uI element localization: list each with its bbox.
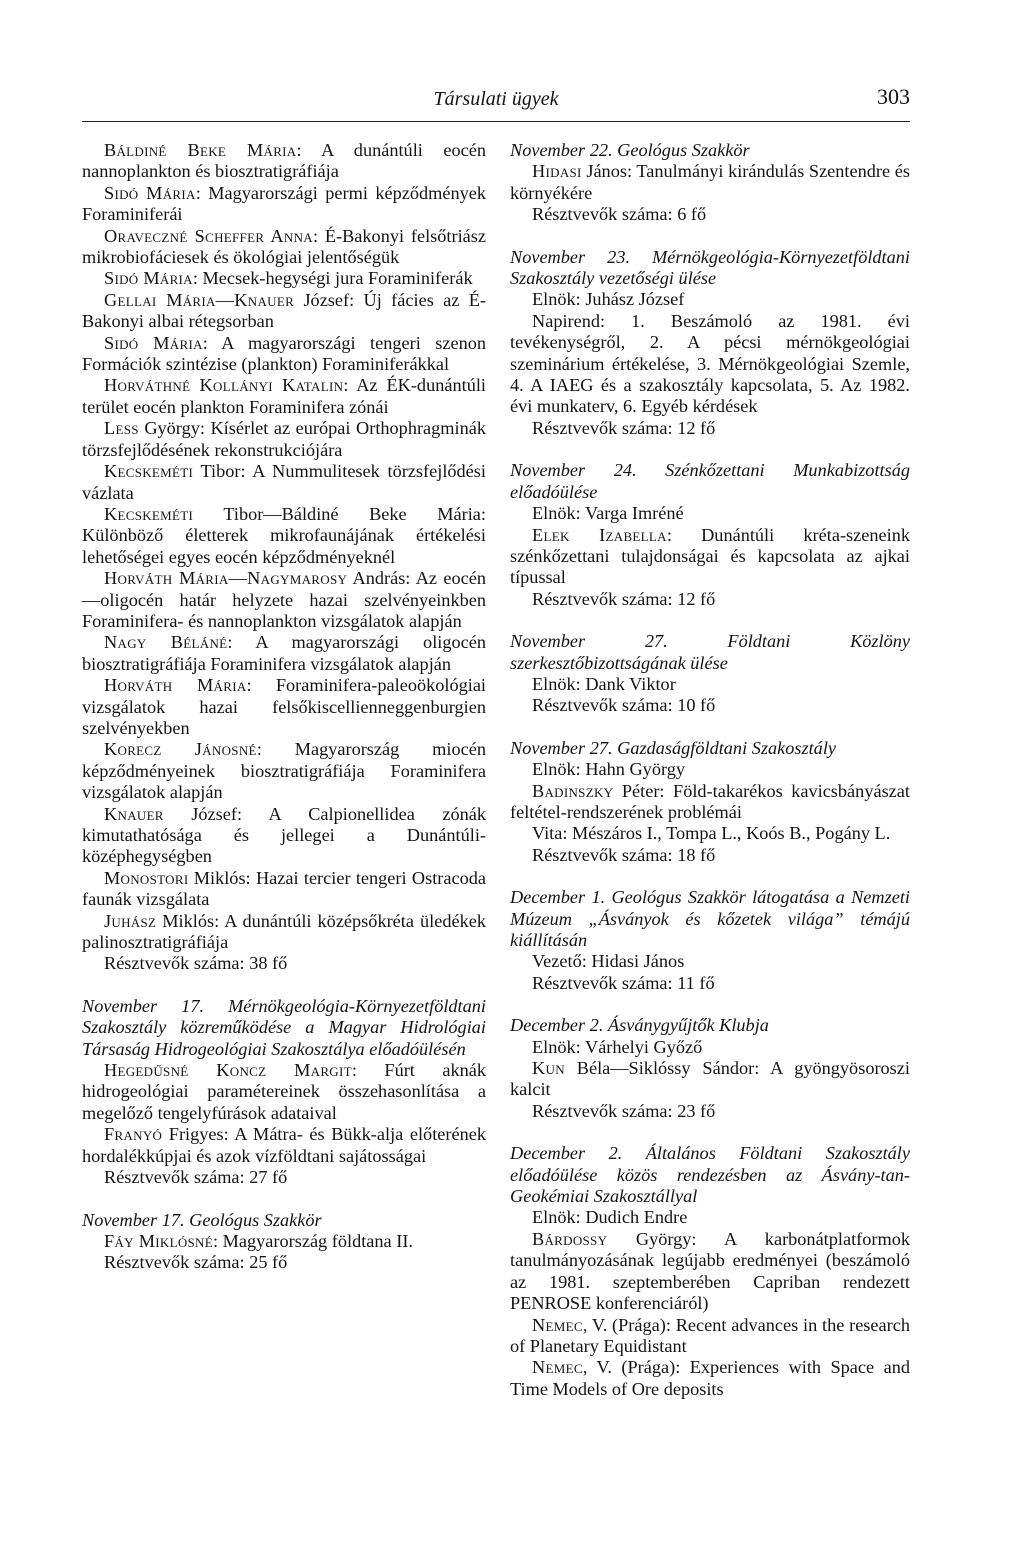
author-name: Sidó Mária [104, 182, 196, 203]
lecture-entry [82, 868, 486, 911]
author-name: Kun [532, 1058, 565, 1079]
plain-line: Résztvevők száma: 6 fő [532, 204, 707, 225]
entry-text: József: Új fácies az É-Bakonyi albai rétegsorban [82, 289, 486, 332]
entry-text: : Foraminifera-paleoökológiai vizsgálatok hazai felsőkiscellienneggenburgien szelvényekben [82, 675, 487, 738]
lecture-entry [82, 290, 486, 333]
entry-text: Elnök: Varga Imréné [532, 503, 684, 524]
plain-line: Napirend: 1. Beszámoló az 1981. évi tevékenységről, 2. A pécsi mérnökgeológiai szeminárium értékelése, 3. Mérnökgeológiai Szemle, 4. A IAEG és a szakosztály kapcsolata, 5. Az 1982. évi munkaterv, 6. Egyéb kérdések [510, 310, 910, 417]
section-gap [510, 226, 910, 247]
lecture-entry [510, 1207, 910, 1228]
lecture-entry [82, 183, 486, 226]
session-date: November 23. [510, 246, 631, 267]
author-name: Sidó Mária [104, 332, 203, 353]
entry-text: : A magyarországi oligocén biosztratigráfiája Foraminifera vizsgálatok alapján [82, 632, 486, 674]
author-name: Kecskeméti [104, 461, 194, 482]
session-date: November 17. [82, 1209, 185, 1230]
session-title: Szénkőzettani Munkabizottság előadóülése [510, 460, 910, 502]
entry-text: György: Kísérlet az európai Orthophragminák törzsfejlődésének rekonstrukciójára [82, 418, 486, 460]
author-name: Juhász [104, 910, 157, 931]
author-name: Hidasi [532, 161, 582, 182]
author-name: Báldiné Beke Mária [104, 140, 297, 160]
plain-line: Résztvevők száma: 27 fő [104, 1167, 288, 1188]
lecture-entry [510, 289, 910, 310]
session-title: Gazdaságföldtani Szakosztály [612, 737, 837, 758]
lecture-entry [510, 759, 910, 780]
header-rule [82, 121, 910, 122]
session-title: Geológus Szakkör [612, 140, 750, 160]
entry-text: Tibor—Báldiné Beke Mária: Különböző életterek mikrofaunájának értékelési lehetőségei egyes eocén képződményeknél [82, 503, 486, 567]
session-title: Mérnökgeológia-Környezetföldtani Szakosztály vezetőségi ülése [510, 246, 910, 289]
author-name: Horváthné Kollányi Katalin [104, 375, 344, 396]
lecture-entry [82, 568, 486, 632]
entry-text: , V. (Prága): Experiences with Space and Time Models of Ore deposits [510, 1357, 910, 1399]
session-heading [510, 247, 910, 290]
page-header [82, 84, 910, 118]
author-name: Horváth Mária—Nagymarosy [104, 568, 348, 589]
lecture-entry [82, 739, 486, 803]
entry-text: : Magyarország földtana II. [212, 1230, 413, 1251]
plain-line: Résztvevők száma: 11 fő [532, 972, 715, 993]
lecture-entry [82, 1060, 486, 1124]
entry-text: György: A karbonátplatformok tanulmányozásának legújabb eredményei (beszámoló az 1981. szeptemberében Capriban rendezett PENROSE konferenciáról) [510, 1228, 910, 1314]
lecture-entry [82, 804, 486, 868]
author-name: Oraveczné Scheffer Anna [104, 225, 313, 246]
lecture-entry [82, 911, 486, 954]
author-name: Korecz Jánosné [104, 739, 257, 760]
session-title: Geológus Szakkör látogatása a Nemzeti Múzeum „Ásványok és kőzetek világa” témájú kiállításán [510, 887, 910, 950]
lecture-entry [510, 951, 910, 972]
section-gap [510, 866, 910, 887]
lecture-entry [82, 675, 486, 739]
author-name: Nemec [532, 1314, 583, 1335]
plain-line: Vita: Mészáros I., Tompa L., Koós B., Pogány L. [532, 823, 891, 844]
author-name: Hegedűsné Koncz Margit [104, 1060, 352, 1081]
plain-line: Résztvevők száma: 38 fő [104, 953, 288, 974]
lecture-entry [510, 781, 910, 824]
author-name: Nagy Béláné [104, 632, 228, 653]
lecture-entry [82, 418, 486, 461]
section-gap [510, 717, 910, 738]
entry-text: Frigyes: A Mátra- és Bükk-alja előterének hordalékkúpjai és azok vízföldtani sajátosságai [82, 1124, 486, 1166]
entry-text: Elnök: Juhász József [532, 289, 685, 310]
author-name: Gellai Mária—Knauer [104, 289, 295, 310]
entry-text: Elnök: Várhelyi Győző [532, 1036, 703, 1057]
lecture-entry [510, 1058, 910, 1101]
author-name: Less [104, 418, 139, 439]
plain-line: Résztvevők száma: 23 fő [532, 1100, 716, 1121]
author-name: Horváth Mária [104, 675, 247, 696]
session-heading [510, 1015, 910, 1036]
author-name: Bárdossy [532, 1228, 608, 1249]
session-title: Földtani Közlöny szerkesztőbizottságának ülése [510, 631, 911, 673]
session-title: Mérnökgeológia-Környezetföldtani Szakosztály közreműködése a Magyar Hidrológiai Társaság Hidrogeológiai Szakosztálya előadóülésén [82, 995, 486, 1059]
entry-text: , V. (Prága): Recent advances in the research of Planetary Equidistant [510, 1314, 910, 1356]
author-name: Knauer [104, 803, 164, 824]
lecture-entry [82, 504, 486, 568]
session-date: November 22. [510, 140, 613, 160]
plain-line: Résztvevők száma: 12 fő [532, 417, 716, 438]
lecture-entry [510, 674, 910, 695]
section-gap [510, 994, 910, 1015]
entry-text: : Az ÉK-dunántúli terület eocén plankton Foraminifera zónái [82, 375, 486, 417]
session-heading [510, 887, 910, 951]
lecture-entry [82, 461, 486, 504]
section-gap [82, 1189, 486, 1210]
left-column [82, 140, 486, 1274]
author-name: Franyó [104, 1124, 163, 1145]
lecture-entry [510, 1357, 910, 1400]
entry-text: : Magyarország miocén képződményeinek biosztratigráfiája Foraminifera vizsgálatok alapján [82, 739, 486, 803]
session-heading [82, 996, 486, 1060]
entry-text: : Dunántúli kréta-szeneink szénkőzettani tulajdonságai és kapcsolata az ajkai típussal [510, 524, 910, 588]
session-heading [82, 1210, 486, 1231]
session-heading [510, 631, 910, 674]
session-date: December 2. [510, 1015, 604, 1036]
entry-text: : Magyarországi permi képződmények Foraminiferái [82, 182, 486, 225]
lecture-entry [82, 1231, 486, 1252]
session-heading [510, 460, 910, 503]
plain-line: Résztvevők száma: 25 fő [104, 1252, 288, 1273]
session-title: Ásványgyűjtők Klubja [603, 1015, 769, 1036]
entry-text: Péter: Föld-takarékos kavicsbányászat feltétel-rendszerének problémái [510, 780, 910, 822]
entry-text: Béla—Siklóssy Sándor: A gyöngyösoroszi kalcit [510, 1058, 910, 1100]
lecture-entry [82, 268, 486, 289]
entry-text: : Fúrt aknák hidrogeológiai paramétereinek összehasonlítása a megelőző tengelyfúrások adataival [82, 1060, 486, 1123]
session-date: November 27. [510, 737, 613, 758]
section-gap [82, 975, 486, 996]
lecture-entry [82, 226, 486, 269]
author-name: Fáy Miklósné [104, 1230, 213, 1251]
author-name: Monostori [104, 867, 189, 888]
author-name: Elek Izabella [532, 524, 667, 545]
entry-text: András: Az eocén—oligocén határ helyzete hazai szelvényeinkben Foraminifera- és nannoplankton vizsgálatok alapján [82, 568, 486, 631]
session-title: Általános Földtani Szakosztály előadóülése közös rendezésben az Ásvány-tan-Geokémiai Szakosztállyal [510, 1143, 910, 1207]
page-number: 303 [877, 84, 910, 109]
plain-line: Résztvevők száma: 12 fő [532, 588, 716, 609]
lecture-entry [82, 375, 486, 418]
entry-text: : A dunántúli eocén nannoplankton és biosztratigráfiája [82, 140, 486, 182]
session-title: Geológus Szakkör [184, 1209, 322, 1230]
lecture-entry [510, 503, 910, 524]
entry-text: : A magyarországi tengeri szenon Formációk szintézise (plankton) Foraminiferákkal [82, 332, 486, 375]
entry-text: : É-Bakonyi felsőtriász mikrobiofáciesek és ökológiai jelentőségük [82, 225, 486, 268]
lecture-entry [82, 140, 486, 183]
section-gap [510, 610, 910, 631]
right-column [510, 140, 910, 1400]
plain-line: Résztvevők száma: 10 fő [532, 695, 716, 716]
lecture-entry [510, 161, 910, 204]
session-date: December 2. [510, 1143, 623, 1164]
section-gap [510, 1122, 910, 1143]
lecture-entry [510, 1037, 910, 1058]
entry-text: Miklós: A dunántúli középsőkréta üledékek palinosztratigráfiája [82, 910, 486, 953]
entry-text: Elnök: Dudich Endre [532, 1207, 688, 1228]
plain-line: Résztvevők száma: 18 fő [532, 844, 716, 865]
entry-text: Vezető: Hidasi János [532, 951, 685, 972]
entry-text: József: A Calpionellidea zónák kimutathatósága és jellegei a Dunántúli-középhegységben [82, 803, 486, 867]
session-date: December 1. [510, 887, 606, 908]
author-name: Sidó Mária [104, 268, 193, 289]
entry-text: : Mecsek-hegységi jura Foraminiferák [192, 268, 473, 289]
author-name: Nemec [532, 1357, 583, 1378]
lecture-entry [82, 333, 486, 376]
lecture-entry [82, 1124, 486, 1167]
entry-text: Miklós: Hazai tercier tengeri Ostracoda faunák vizsgálata [82, 867, 486, 910]
running-title: Társulati ügyek [433, 88, 559, 110]
author-name: Kecskeméti [104, 503, 194, 524]
session-heading [510, 738, 910, 759]
lecture-entry [510, 1315, 910, 1358]
session-date: November 24. [510, 460, 637, 481]
session-heading [510, 1143, 910, 1207]
lecture-entry [510, 1229, 910, 1315]
author-name: Badinszky [532, 780, 614, 801]
session-heading [510, 140, 910, 161]
lecture-entry [82, 632, 486, 675]
entry-text: János: Tanulmányi kirándulás Szentendre és környékére [510, 161, 910, 203]
session-date: November 17. [82, 995, 205, 1016]
session-date: November 27. [510, 631, 668, 652]
entry-text: Elnök: Hahn György [532, 759, 686, 780]
entry-text: Tibor: A Nummulitesek törzsfejlődési vázlata [82, 461, 486, 503]
section-gap [510, 439, 910, 460]
entry-text: Elnök: Dank Viktor [532, 673, 676, 694]
lecture-entry [510, 525, 910, 589]
